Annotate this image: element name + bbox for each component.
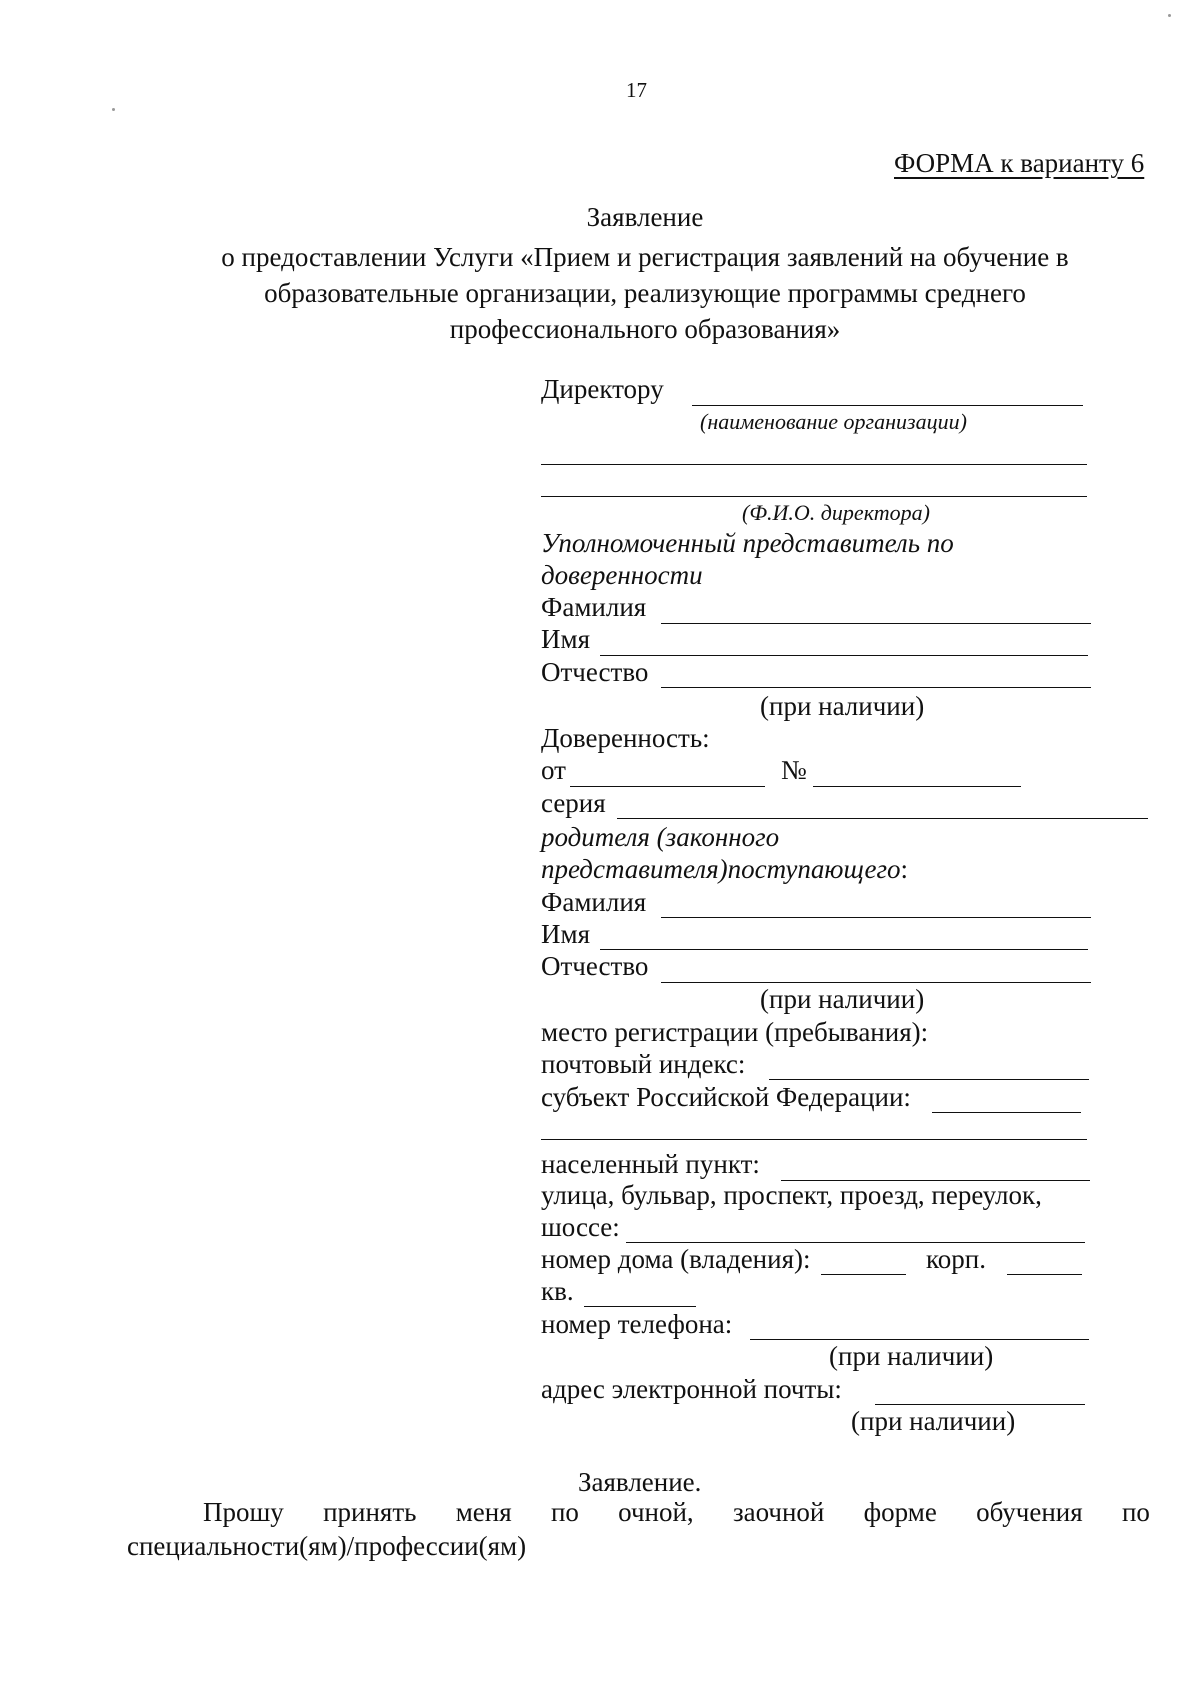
statement-heading: Заявление. (578, 1467, 702, 1497)
email-hint: (при наличии) (851, 1406, 1016, 1436)
statement-word: Прошу (203, 1497, 284, 1527)
poa-label: Доверенность: (541, 723, 710, 753)
parent-last-name-label: Фамилия (541, 887, 647, 917)
director-fio-hint: (Ф.И.О. директора) (742, 500, 930, 525)
locality-label: населенный пункт: (541, 1149, 760, 1179)
locality-field[interactable] (781, 1150, 1090, 1181)
rep-last-name-field[interactable] (661, 593, 1091, 624)
region-field[interactable] (932, 1082, 1081, 1113)
statement-word: по (1121, 1497, 1150, 1527)
apartment-field[interactable] (584, 1276, 696, 1307)
phone-hint: (при наличии) (829, 1341, 994, 1371)
poa-number-label: № (781, 755, 807, 785)
email-label: адрес электронной почты: (541, 1374, 842, 1404)
title-line-1: Заявление (586, 202, 704, 232)
rep-patronymic-label: Отчество (541, 657, 649, 687)
parent-heading-2-text: представителя)поступающего (541, 854, 901, 884)
apartment-label: кв. (541, 1276, 574, 1306)
phone-field[interactable] (750, 1309, 1089, 1340)
title-line-2: о предоставлении Услуги «Прием и регистрация заявлений на обучение в (221, 242, 1069, 272)
parent-patronymic-label: Отчество (541, 951, 649, 981)
organization-name-field[interactable] (692, 375, 1083, 406)
house-field[interactable] (821, 1244, 906, 1275)
scan-speck (1168, 14, 1171, 17)
street-field[interactable] (626, 1212, 1085, 1243)
rep-first-name-label: Имя (541, 624, 591, 654)
organization-name-hint: (наименование организации) (700, 409, 967, 434)
region-label: субъект Российской Федерации: (541, 1082, 911, 1112)
parent-patronymic-field[interactable] (661, 952, 1091, 983)
parent-first-name-field[interactable] (600, 919, 1088, 950)
statement-word: форме (863, 1497, 937, 1527)
region-line-2[interactable] (541, 1139, 1087, 1140)
representative-heading-1: Уполномоченный представитель по (541, 528, 954, 558)
director-label: Директору (541, 374, 664, 404)
scan-speck (112, 108, 115, 111)
statement-word: очной, (618, 1497, 694, 1527)
page-number: 17 (626, 78, 647, 102)
form-header: ФОРМА к варианту 6 (894, 148, 1145, 178)
rep-first-name-field[interactable] (600, 625, 1088, 656)
street-label-1: улица, бульвар, проспект, проезд, переулок, (541, 1180, 1042, 1210)
parent-last-name-field[interactable] (661, 887, 1091, 918)
parent-heading-1: родителя (законного (541, 822, 780, 852)
poa-series-field[interactable] (617, 788, 1148, 819)
registration-label: место регистрации (пребывания): (541, 1017, 929, 1047)
statement-word: обучения (976, 1497, 1083, 1527)
statement-word: заочной (732, 1497, 825, 1527)
poa-series-label: серия (541, 788, 606, 818)
poa-from-label: от (541, 755, 566, 785)
statement-word: по (550, 1497, 579, 1527)
representative-heading-2: доверенности (541, 560, 703, 590)
poa-number-field[interactable] (813, 756, 1021, 787)
postal-code-field[interactable] (769, 1049, 1089, 1080)
rep-last-name-label: Фамилия (541, 592, 647, 622)
statement-word: меня (455, 1497, 512, 1527)
poa-date-field[interactable] (570, 756, 765, 787)
director-line-2[interactable] (541, 496, 1087, 497)
title-line-3: образовательные организации, реализующие программы среднего (264, 278, 1026, 308)
rep-patronymic-field[interactable] (661, 657, 1091, 688)
parent-first-name-label: Имя (541, 919, 591, 949)
rep-patronymic-hint: (при наличии) (760, 691, 925, 721)
parent-heading-colon: : (900, 854, 909, 884)
house-label: номер дома (владения): (541, 1244, 811, 1274)
statement-line-2: специальности(ям)/профессии(ям) (127, 1531, 527, 1561)
street-label-2: шоссе: (541, 1212, 620, 1242)
director-line-1[interactable] (541, 464, 1087, 465)
phone-label: номер телефона: (541, 1309, 733, 1339)
postal-code-label: почтовый индекс: (541, 1049, 746, 1079)
statement-line-1 (203, 1496, 1150, 1528)
statement-word: принять (323, 1497, 417, 1527)
parent-patronymic-hint: (при наличии) (760, 984, 925, 1014)
building-field[interactable] (1007, 1244, 1082, 1275)
title-line-4: профессионального образования» (449, 314, 841, 344)
building-label: корп. (926, 1244, 986, 1274)
email-field[interactable] (875, 1374, 1085, 1405)
parent-heading-2 (541, 853, 908, 885)
